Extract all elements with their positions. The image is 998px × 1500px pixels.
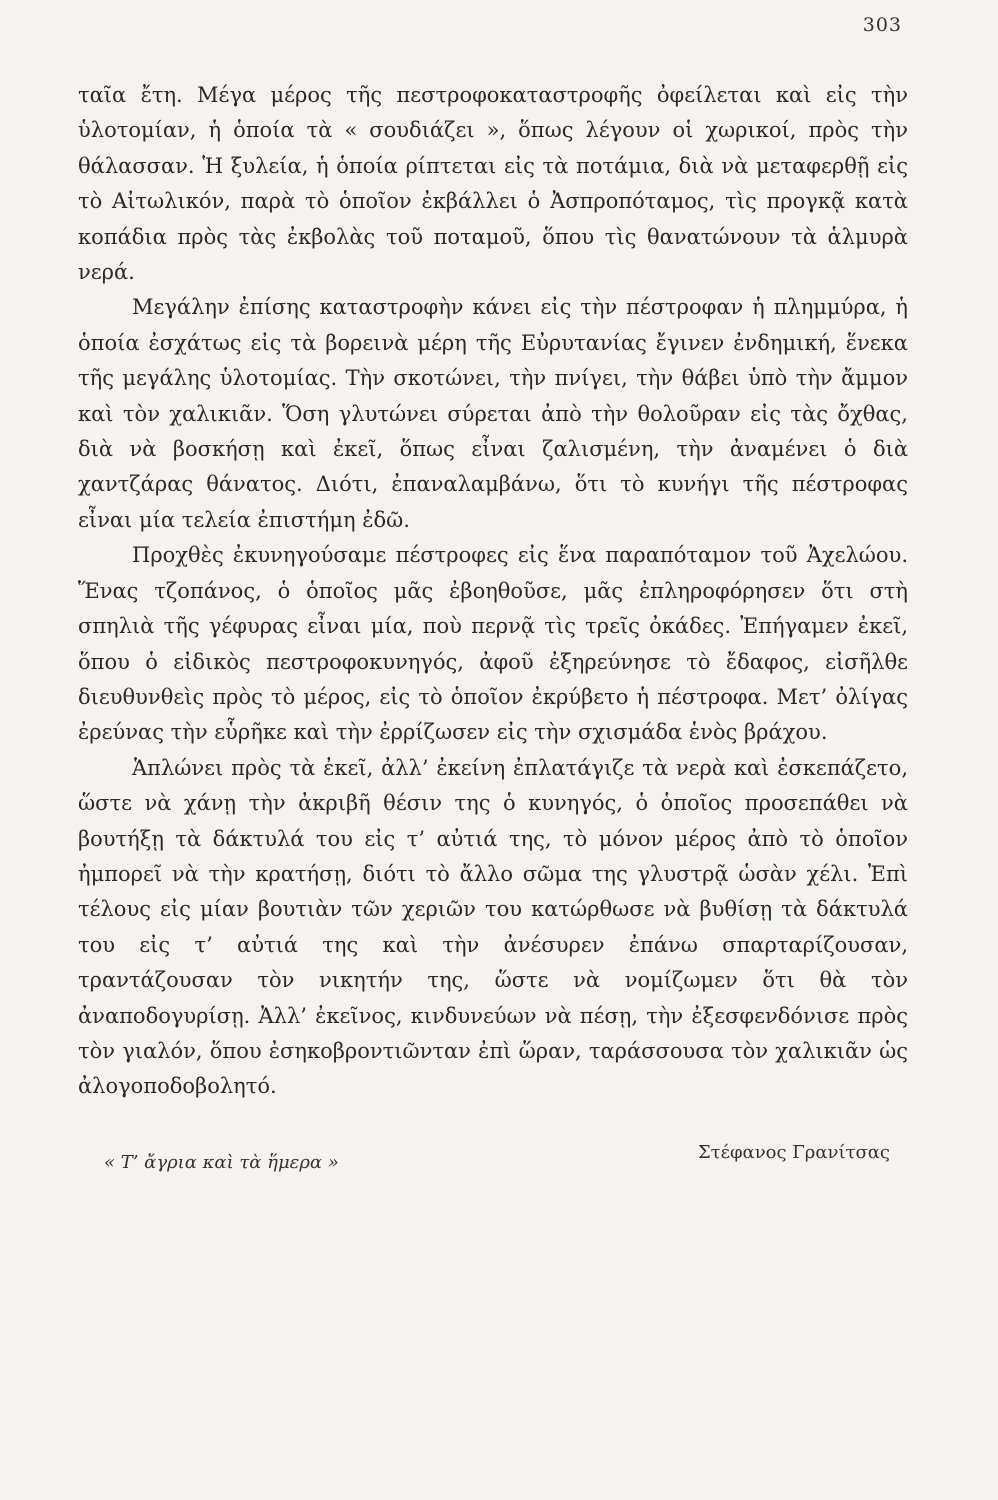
paragraph: Ἁπλώνει πρὸς τὰ ἐκεῖ, ἀλλ’ ἐκείνη ἐπλατάγιζε τὰ νερὰ καὶ ἐσκεπάζετο, ὥστε νὰ χάνῃ τὴν ἀκριβῆ θέσιν της ὁ κυνηγός, ὁ ὁποῖος προσεπάθει νὰ βουτήξῃ τὰ δάκτυλά του εἰς τ’ αὐτιά της, τὸ μόνον μέρος ἀπὸ τὸ ὁποῖον ἠμπορεῖ νὰ τὴν κρατήσῃ, διότι τὸ ἄλλο σῶμα της γλυστρᾷ ὡσὰν χέλι. Ἐπὶ τέλους εἰς μίαν βουτιὰν τῶν χεριῶν του κατώρθωσε νὰ βυθίσῃ τὰ δάκτυλά του εἰς τ’ αὐτιά της καὶ τὴν ἀνέσυρεν ἐπάνω σπαρταρίζουσαν, τραντάζουσαν τὸν νικητήν της, ὥστε νὰ νομίζωμεν ὅτι θὰ τὸν ἀναποδογυρίσῃ. Ἀλλ’ ἐκεῖνος, κινδυνεύων νὰ πέσῃ, τὴν ἐξεσφενδόνισε πρὸς τὸν γιαλόν, ὅπου ἐσηκοβροντιῶνταν ἐπὶ ὥραν, ταράσσουσα τὸν χαλικιᾶν ὡς ἀλογοποδοβολητό. (78, 755, 908, 1099)
page-number: 303 (862, 14, 902, 36)
article-body (78, 78, 908, 1105)
closing-attribution (104, 1142, 890, 1192)
paragraph: Προχθὲς ἐκυνηγούσαμε πέστροφες εἰς ἕνα παραπόταμον τοῦ Ἀχελώου. Ἕνας τζοπάνος, ὁ ὁποῖος μᾶς ἐβοηθοῦσε, μᾶς ἐπληροφόρησεν ὅτι στὴ σπηλιὰ τῆς γέφυρας εἶναι μία, ποὺ περνᾷ τὶς τρεῖς ὀκάδες. Ἐπήγαμεν ἐκεῖ, ὅπου ὁ εἰδικὸς πεστροφοκυνηγός, ἀφοῦ ἐξηρεύνησε τὸ ἔδαφος, εἰσῆλθε διευθυνθεὶς πρὸς τὸ μέρος, εἰς τὸ ὁποῖον ἐκρύβετο ἡ πέστροφα. Μετ’ ὀλίγας ἐρεύνας τὴν εὗρῆκε καὶ τὴν ἐρρίζωσεν εἰς τὴν σχισμάδα ἑνὸς βράχου. (78, 543, 908, 745)
paragraph: ταῖα ἔτη. Μέγα μέρος τῆς πεστροφοκαταστροφῆς ὀφείλεται καὶ εἰς τὴν ὑλοτομίαν, ἡ ὁποία τὰ « σουδιάζει », ὅπως λέγουν οἱ χωρικοί, πρὸς τὴν θάλασσαν. Ἡ ξυλεία, ἡ ὁποία ρίπτεται εἰς τὰ ποτάμια, διὰ νὰ μεταφερθῇ εἰς τὸ Αἰτωλικόν, παρὰ τὸ ὁποῖον ἐκβάλλει ὁ Ἀσπροπόταμος, τὶς προγκᾷ κατὰ κοπάδια πρὸς τὰς ἐκβολὰς τοῦ ποταμοῦ, ὅπου τὶς θανατώνουν τὰ ἁλμυρὰ νερά. (78, 83, 908, 285)
author-name: Στέφανος Γρανίτσας (697, 1142, 890, 1163)
source-title: « Τ’ ἄγρια καὶ τὰ ἥμερα » (104, 1152, 339, 1173)
paragraph: Μεγάλην ἐπίσης καταστροφὴν κάνει εἰς τὴν πέστροφαν ἡ πλημμύρα, ἡ ὁποία ἐσχάτως εἰς τὰ βορεινὰ μέρη τῆς Εὐρυτανίας ἔγινεν ἐνδημική, ἕνεκα τῆς μεγάλης ὑλοτομίας. Τὴν σκοτώνει, τὴν πνίγει, τὴν θάβει ὑπὸ τὴν ἄμμον καὶ τὸν χαλικιᾶν. Ὅση γλυτώνει σύρεται ἀπὸ τὴν θολοῦραν εἰς τὰς ὄχθας, διὰ νὰ βοσκήσῃ καὶ ἐκεῖ, ὅπως εἶναι ζαλισμένη, τὴν ἀναμένει ὁ διὰ χαντζάρας θάνατος. Διότι, ἐπαναλαμβάνω, ὅτι τὸ κυνήγι τῆς πέστροφας εἶναι μία τελεία ἐπιστήμη ἐδῶ. (78, 295, 908, 532)
